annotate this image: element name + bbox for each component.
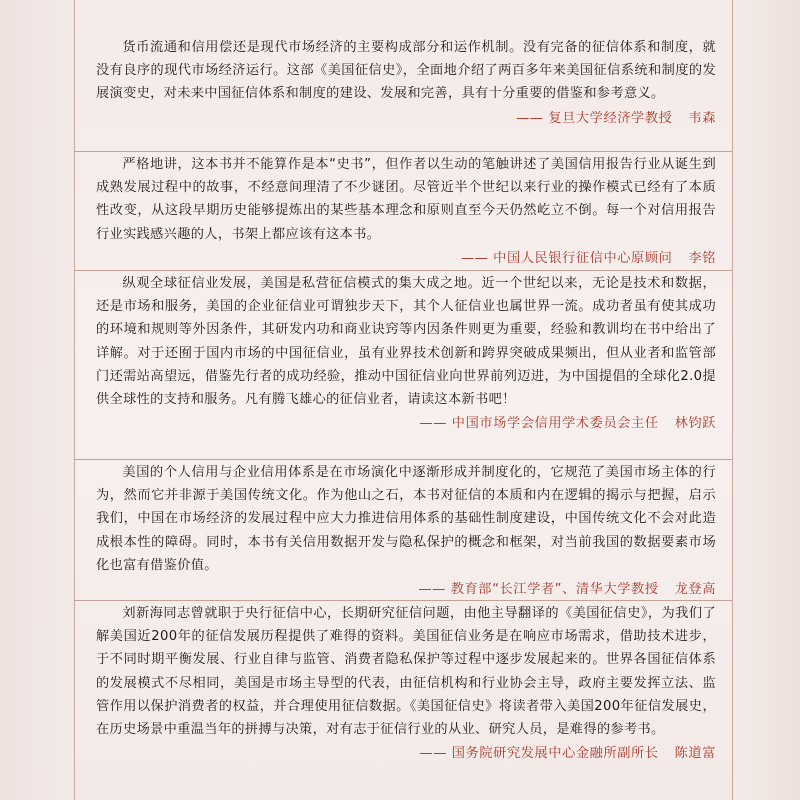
section-divider [74, 151, 732, 152]
review-attribution [96, 247, 716, 270]
section-divider [74, 270, 732, 271]
reviewer-title: —— 中国市场学会信用学术委员会主任 [419, 416, 659, 432]
reviewer-title: —— 中国人民银行征信中心原顾问 [460, 250, 673, 266]
reviewer-name: 陈道富 [674, 746, 716, 762]
review-text: 美国的个人信用与企业信用体系是在市场演化中逐渐形成并制度化的，它规范了美国市场主体的行为，然而它并非源于美国传统文化。作为他山之石，本书对征信的本质和内在逻辑的揭示与把握，启示我们，中国在市场经济的发展过程中应大力推进信用体系的基础性制度建设，中国传统文化不会对此造成根本性的障碍。同时，本书有关信用数据开发与隐私保护的概念和框架，对当前我国的数据要素市场化也富有借鉴价值。 [96, 465, 716, 573]
review-text: 货币流通和信用偿还是现代市场经济的主要构成部分和运作机制。没有完备的征信体系和制度，就没有良序的现代市场经济运行。这部《美国征信史》，全面地介绍了两百多年来美国征信系统和制度的发展演变史，对未来中国征信体系和制度的建设、发展和完善，具有十分重要的借鉴和参考意义。 [96, 40, 716, 102]
reviewer-name: 林钧跃 [674, 416, 716, 432]
review-text: 刘新海同志曾就职于央行征信中心，长期研究征信问题，由他主导翻译的《美国征信史》，为我们了解美国近200年的征信发展历程提供了难得的资料。美国征信业务是在响应市场需求，借助技术进步，于不同时期平衡发展、行业自律与监管、消费者隐私保护等过程中逐步发展起来的。世界各国征信体系的发展模式不尽相同，美国是市场主导型的代表，由征信机构和行业协会主导，政府主要发挥立法、监管作用以保护消费者的权益，并合理使用征信数据。《美国征信史》将读者带入美国200年征信发展史，在历史场景中重温当年的拼搏与决策，对有志于征信行业的从业、研究人员，是难得的参考书。 [96, 606, 716, 738]
right-border-line [732, 0, 733, 800]
review-block [74, 461, 732, 601]
review-attribution [96, 412, 716, 435]
reviewer-title: —— 国务院研究发展中心金融所副所长 [419, 746, 659, 762]
review-attribution [96, 578, 716, 601]
review-attribution [96, 742, 716, 765]
reviewer-title: —— 教育部“长江学者”、清华大学教授 [418, 582, 659, 598]
review-block [74, 36, 732, 130]
reviewer-name: 李铭 [688, 250, 716, 266]
review-block [74, 272, 732, 435]
section-divider [74, 600, 732, 601]
review-block [74, 602, 732, 765]
section-divider [74, 459, 732, 460]
right-margin [733, 0, 800, 800]
review-text: 纵观全球征信业发展，美国是私营征信模式的集大成之地。近一个世纪以来，无论是技术和数据，还是市场和服务，美国的企业征信业可谓独步天下，其个人征信业也属世界一流。成功者虽有使其成功的环境和规则等外因条件，其研发内功和商业诀窍等内因条件则更为重要，经验和教训均在书中给出了详解。对于还囿于国内市场的中国征信业，虽有业界技术创新和跨界突破成果频出，但从业者和监管部门还需站高望远，借鉴先行者的成功经验，推动中国征信业向世界前列迈进，为中国提倡的全球化2.0提供全球性的支持和服务。凡有腾飞雄心的征信业者，请读这本新书吧！ [96, 276, 716, 408]
review-text: 严格地讲，这本书并不能算作是本“史书”，但作者以生动的笔触讲述了美国信用报告行业从诞生到成熟发展过程中的故事，不经意间理清了不少谜团。尽管近半个世纪以来行业的操作模式已经有了本质性改变，从这段早期历史能够提炼出的某些基本理念和原则直至今天仍然屹立不倒。每一个对信用报告行业实践感兴趣的人，书架上都应该有这本书。 [96, 157, 716, 242]
review-attribution [96, 107, 716, 130]
left-margin [0, 0, 74, 800]
review-block [74, 153, 732, 270]
reviewer-title: —— 复旦大学经济学教授 [515, 110, 673, 126]
reviewer-name: 韦森 [688, 110, 716, 126]
reviewer-name: 龙登高 [674, 582, 716, 598]
